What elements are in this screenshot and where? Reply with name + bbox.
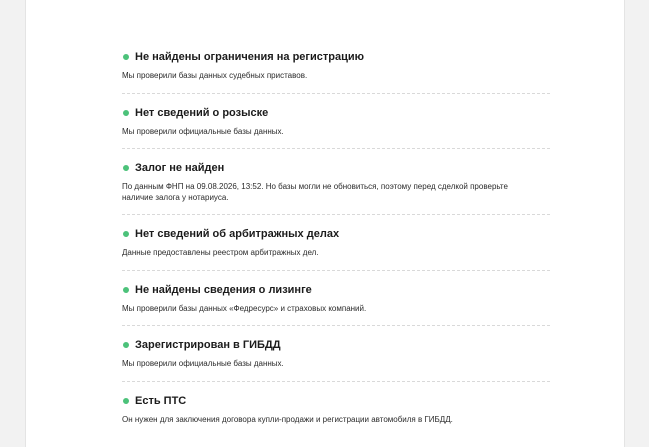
green-dot-icon xyxy=(123,165,129,171)
check-title: Нет сведений о розыске xyxy=(135,106,269,119)
check-title-row xyxy=(122,393,550,409)
green-dot-icon xyxy=(123,398,129,404)
check-title-row xyxy=(122,160,550,176)
green-dot-icon xyxy=(123,287,129,293)
check-title-row xyxy=(122,105,550,121)
check-item-pts xyxy=(122,393,550,437)
check-title: Залог не найден xyxy=(135,162,225,174)
check-title: Не найдены сведения о лизинге xyxy=(135,283,312,296)
check-description: Он нужен для заключения договора купли-продажи и регистрации автомобиля в ГИБДД. xyxy=(122,414,453,424)
check-title: Нет сведений об арбитражных делах xyxy=(135,228,340,240)
green-dot-icon xyxy=(123,231,129,237)
check-description: Данные предоставлены реестром арбитражных дел. xyxy=(122,248,319,257)
green-dot-icon xyxy=(123,110,129,116)
check-item-gibdd-registration xyxy=(122,337,550,382)
check-title-row xyxy=(122,282,550,298)
check-description: Мы проверили официальные базы данных. xyxy=(122,126,284,136)
check-description: Мы проверили базы данных судебных приставов. xyxy=(122,71,308,80)
check-description: Мы проверили базы данных «Федресурс» и страховых компаний. xyxy=(122,303,367,313)
check-title: Зарегистрирован в ГИБДД xyxy=(135,339,281,351)
check-item-registration-restrictions xyxy=(122,49,550,94)
check-item-arbitration xyxy=(122,226,550,271)
green-dot-icon xyxy=(123,54,129,60)
check-description: По данным ФНП на 09.08.2026, 13:52. Но базы могли не обновиться, поэтому перед сделкой проверьте наличие залога у нотариуса. xyxy=(122,182,508,202)
check-title-row xyxy=(122,49,550,65)
check-description: Мы проверили официальные базы данных. xyxy=(122,359,284,368)
check-title: Есть ПТС xyxy=(135,394,187,407)
report-card xyxy=(25,0,625,447)
check-title-row xyxy=(122,337,550,353)
check-item-leasing xyxy=(122,282,550,327)
check-item-pledge xyxy=(122,160,550,215)
green-dot-icon xyxy=(123,342,129,348)
check-title: Не найдены ограничения на регистрацию xyxy=(135,51,365,63)
check-title-row xyxy=(122,226,550,242)
checks-list xyxy=(122,49,550,447)
check-item-wanted xyxy=(122,105,550,150)
